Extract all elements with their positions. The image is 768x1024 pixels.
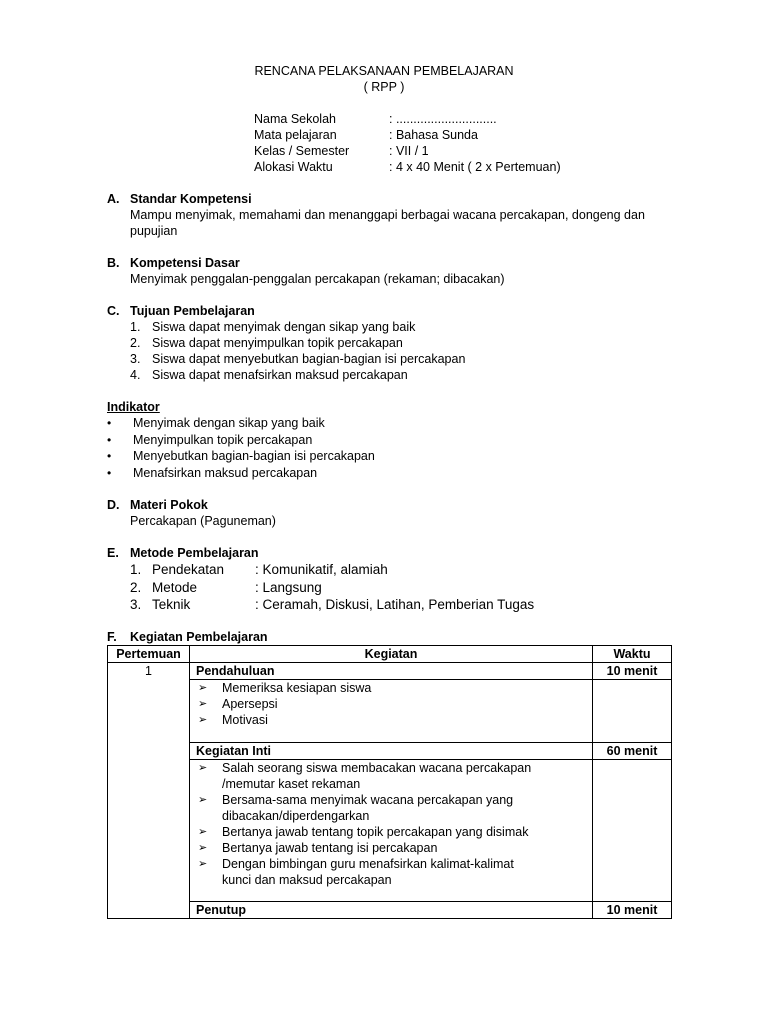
list-item [130, 335, 707, 351]
item-number: 4. [130, 368, 141, 382]
arrow-bullet-icon: ➢ [198, 698, 208, 710]
list-item [196, 840, 592, 856]
item-text: kunci dan maksud percakapan [222, 873, 392, 887]
section-letter: B. [107, 256, 120, 270]
item-text: dibacakan/diperdengarkan [222, 809, 370, 823]
indikator-heading: Indikator [107, 400, 160, 414]
identity-block [254, 111, 674, 175]
section-text: Percakapan (Paguneman) [130, 514, 276, 528]
identity-row [254, 159, 674, 175]
item-text: Apersepsi [222, 697, 278, 711]
bullet-icon: • [107, 449, 112, 463]
item-number: 2. [130, 579, 142, 595]
arrow-bullet-icon: ➢ [198, 842, 208, 854]
identity-value: : 4 x 40 Menit ( 2 x Pertemuan) [389, 160, 561, 174]
identity-row [254, 111, 674, 127]
table-row [108, 680, 672, 743]
item-label: Metode [152, 579, 198, 595]
section-letter: E. [107, 546, 119, 560]
section-heading: Materi Pokok [130, 498, 208, 512]
identity-value: : ............................. [389, 112, 497, 126]
column-header: Pertemuan [108, 646, 190, 663]
list-item [196, 792, 592, 824]
table-row [108, 760, 672, 902]
list-item [130, 562, 707, 580]
phase-time: 10 menit [593, 663, 672, 680]
section-letter: A. [107, 192, 120, 206]
item-text: Salah seorang siswa membacakan wacana percakapan [222, 761, 532, 775]
section-text: Menyimak penggalan-penggalan percakapan (rekaman; dibacakan) [130, 272, 505, 286]
section-heading: Kegiatan Pembelajaran [130, 630, 268, 644]
identity-row [254, 127, 674, 143]
identity-label: Kelas / Semester [254, 144, 350, 158]
item-text: Menafsirkan maksud percakapan [133, 465, 318, 480]
item-text: Bertanya jawab tentang topik percakapan yang disimak [222, 825, 529, 839]
item-number: 3. [130, 352, 141, 366]
bullet-icon: • [107, 432, 112, 447]
item-text: Bertanya jawab tentang isi percakapan [222, 841, 438, 855]
list-item [196, 680, 592, 696]
identity-value: : Bahasa Sunda [389, 128, 478, 142]
column-header: Waktu [593, 646, 672, 663]
item-text: Menyimak dengan sikap yang baik [133, 416, 325, 430]
section-metode [107, 545, 707, 615]
item-text: Siswa dapat menyimak dengan sikap yang baik [152, 320, 416, 334]
item-number: 1. [130, 320, 141, 334]
list-item [196, 824, 592, 840]
bullet-icon: • [107, 416, 112, 430]
table-row [108, 663, 672, 680]
identity-label: Mata pelajaran [254, 128, 337, 142]
empty-cell [593, 680, 672, 743]
list-item [196, 696, 592, 712]
item-text: Menyebutkan bagian-bagian isi percakapan [133, 449, 375, 463]
phase-time: 10 menit [593, 902, 672, 919]
identity-row [254, 143, 674, 159]
doc-subtitle: ( RPP ) [363, 80, 405, 94]
phase-title: Kegiatan Inti [190, 743, 593, 760]
bullet-icon: • [107, 465, 112, 480]
list-item [196, 856, 592, 888]
item-value: : Langsung [255, 579, 322, 595]
identity-value: : VII / 1 [389, 144, 429, 158]
doc-title: RENCANA PELAKSANAAN PEMBELAJARAN [254, 64, 514, 78]
section-heading: Tujuan Pembelajaran [130, 304, 255, 318]
item-value: : Komunikatif, alamiah [255, 562, 388, 577]
section-letter: C. [107, 304, 120, 318]
identity-label: Alokasi Waktu [254, 160, 333, 174]
arrow-bullet-icon: ➢ [198, 826, 208, 838]
item-text: Siswa dapat menafsirkan maksud percakapan [152, 368, 408, 382]
item-text: Siswa dapat menyimpulkan topik percakapan [152, 336, 403, 350]
arrow-bullet-icon: ➢ [198, 858, 208, 870]
table-row [108, 902, 672, 919]
section-letter: F. [107, 630, 117, 644]
kegiatan-table [107, 645, 672, 919]
arrow-bullet-icon: ➢ [198, 794, 208, 806]
arrow-bullet-icon: ➢ [198, 682, 208, 694]
arrow-bullet-icon: ➢ [198, 762, 208, 774]
column-header: Kegiatan [190, 646, 593, 663]
phase-items [190, 680, 593, 743]
item-label: Pendekatan [152, 562, 225, 577]
section-heading: Kompetensi Dasar [130, 256, 240, 270]
phase-title: Pendahuluan [190, 663, 593, 680]
list-item [130, 580, 707, 598]
phase-time: 60 menit [593, 743, 672, 760]
item-text: Dengan bimbingan guru menafsirkan kalimat-kalimat [222, 857, 514, 871]
section-materi [107, 497, 707, 529]
item-text: Motivasi [222, 713, 268, 727]
section-heading: Metode Pembelajaran [130, 546, 259, 560]
section-letter: D. [107, 498, 120, 512]
item-text: Bersama-sama menyimak wacana percakapan yang [222, 793, 514, 807]
meeting-number: 1 [108, 663, 190, 919]
list-item [130, 351, 707, 367]
item-number: 3. [130, 597, 142, 612]
item-text: Memeriksa kesiapan siswa [222, 681, 372, 695]
item-text: /memutar kaset rekaman [222, 777, 361, 791]
item-number: 1. [130, 562, 142, 577]
list-item [196, 712, 592, 728]
table-header-row [108, 646, 672, 663]
table-row [108, 743, 672, 760]
item-value: : Ceramah, Diskusi, Latihan, Pemberian Tugas [255, 597, 535, 612]
list-item [130, 367, 707, 383]
section-kompetensi-dasar [107, 255, 707, 287]
list-item [130, 319, 707, 335]
item-text: Siswa dapat menyebutkan bagian-bagian isi percakapan [152, 352, 466, 366]
section-heading: Standar Kompetensi [130, 192, 252, 206]
phase-title: Penutup [190, 902, 593, 919]
item-label: Teknik [152, 597, 191, 612]
phase-items [190, 760, 593, 902]
item-text: Menyimpulkan topik percakapan [133, 432, 313, 447]
arrow-bullet-icon: ➢ [198, 714, 208, 726]
section-tujuan [107, 303, 707, 383]
item-number: 2. [130, 336, 141, 350]
list-item [130, 597, 707, 615]
list-item [196, 760, 592, 792]
identity-label: Nama Sekolah [254, 112, 336, 126]
section-text: Mampu menyimak, memahami dan menanggapi berbagai wacana percakapan, dongeng dan [130, 208, 645, 222]
section-text: pupujian [130, 224, 178, 238]
empty-cell [593, 760, 672, 902]
section-standar-kompetensi [107, 191, 707, 239]
